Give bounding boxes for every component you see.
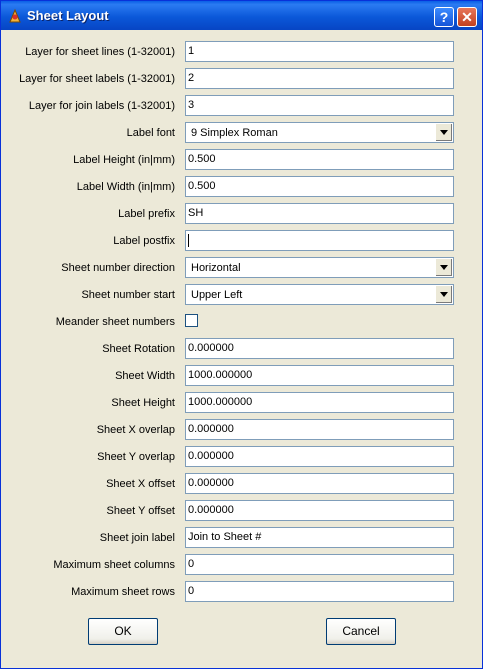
label-height-input[interactable]: 0.500 bbox=[185, 149, 454, 170]
join-labels-layer-input[interactable]: 3 bbox=[185, 95, 454, 116]
sheet-y-overlap-input[interactable]: 0.000000 bbox=[185, 446, 454, 467]
sheet-labels-layer-input[interactable]: 2 bbox=[185, 68, 454, 89]
label-postfix-label: Label postfix bbox=[113, 235, 175, 247]
ok-button[interactable]: OK bbox=[88, 618, 158, 645]
sheet-number-start-label: Sheet number start bbox=[81, 289, 175, 301]
row-label-height bbox=[1, 149, 482, 173]
label-font-label: Label font bbox=[126, 127, 175, 139]
row-sheet-width bbox=[1, 365, 482, 389]
chevron-down-icon[interactable] bbox=[435, 124, 452, 141]
meander-sheet-numbers-checkbox[interactable] bbox=[185, 314, 198, 327]
row-sheet-x-overlap bbox=[1, 419, 482, 443]
row-label-font bbox=[1, 122, 482, 146]
title-bar[interactable] bbox=[1, 1, 482, 30]
sheet-height-input[interactable]: 1000.000000 bbox=[185, 392, 454, 413]
sheet-width-input[interactable]: 1000.000000 bbox=[185, 365, 454, 386]
sheet-number-direction-label: Sheet number direction bbox=[61, 262, 175, 274]
sheet-x-overlap-label: Sheet X overlap bbox=[96, 424, 175, 436]
label-prefix-input[interactable]: SH bbox=[185, 203, 454, 224]
max-sheet-rows-input[interactable]: 0 bbox=[185, 581, 454, 602]
text-caret bbox=[188, 234, 189, 247]
sheet-y-overlap-label: Sheet Y overlap bbox=[97, 451, 175, 463]
sheet-y-offset-label: Sheet Y offset bbox=[106, 505, 175, 517]
sheet-join-label-label: Sheet join label bbox=[99, 532, 175, 544]
row-sheet-x-offset bbox=[1, 473, 482, 497]
chevron-down-icon[interactable] bbox=[435, 259, 452, 276]
row-max-sheet-columns bbox=[1, 554, 482, 578]
max-sheet-rows-label: Maximum sheet rows bbox=[71, 586, 175, 598]
window-title: Sheet Layout bbox=[27, 8, 109, 23]
help-button[interactable]: ? bbox=[434, 7, 454, 27]
row-label-width bbox=[1, 176, 482, 200]
row-label-postfix bbox=[1, 230, 482, 254]
chevron-down-icon[interactable] bbox=[435, 286, 452, 303]
row-sheet-y-offset bbox=[1, 500, 482, 524]
row-sheet-number-direction bbox=[1, 257, 482, 281]
row-max-sheet-rows bbox=[1, 581, 482, 605]
sheet-rotation-label: Sheet Rotation bbox=[102, 343, 175, 355]
sheet-height-label: Sheet Height bbox=[111, 397, 175, 409]
sheet-rotation-input[interactable]: 0.000000 bbox=[185, 338, 454, 359]
sheet-number-start-select[interactable] bbox=[185, 284, 454, 305]
row-sheet-rotation bbox=[1, 338, 482, 362]
row-sheet-height bbox=[1, 392, 482, 416]
sheet-number-direction-value: Horizontal bbox=[191, 262, 241, 274]
label-height-label: Label Height (in|mm) bbox=[73, 154, 175, 166]
row-meander-sheet-numbers bbox=[1, 311, 482, 335]
label-postfix-input[interactable] bbox=[185, 230, 454, 251]
sheet-x-offset-label: Sheet X offset bbox=[106, 478, 175, 490]
close-button[interactable]: ✕ bbox=[457, 7, 477, 27]
row-label-prefix bbox=[1, 203, 482, 227]
meander-sheet-numbers-label: Meander sheet numbers bbox=[55, 316, 175, 328]
sheet-x-offset-input[interactable]: 0.000000 bbox=[185, 473, 454, 494]
row-join-labels-layer bbox=[1, 95, 482, 119]
sheet-width-label: Sheet Width bbox=[115, 370, 175, 382]
join-labels-layer-label: Layer for join labels (1-32001) bbox=[28, 100, 175, 112]
sheet-number-start-value: Upper Left bbox=[191, 289, 243, 301]
label-width-label: Label Width (in|mm) bbox=[76, 181, 175, 193]
label-font-select[interactable] bbox=[185, 122, 454, 143]
sheet-lines-layer-input[interactable]: 1 bbox=[185, 41, 454, 62]
row-sheet-join-label bbox=[1, 527, 482, 551]
label-width-input[interactable]: 0.500 bbox=[185, 176, 454, 197]
row-sheet-number-start bbox=[1, 284, 482, 308]
label-font-value: 9 Simplex Roman bbox=[191, 127, 278, 139]
label-prefix-label: Label prefix bbox=[118, 208, 175, 220]
sheet-join-label-input[interactable]: Join to Sheet # bbox=[185, 527, 454, 548]
sheet-y-offset-input[interactable]: 0.000000 bbox=[185, 500, 454, 521]
sheet-lines-layer-label: Layer for sheet lines (1-32001) bbox=[25, 46, 175, 58]
max-sheet-columns-input[interactable]: 0 bbox=[185, 554, 454, 575]
sheet-labels-layer-label: Layer for sheet labels (1-32001) bbox=[19, 73, 175, 85]
app-icon bbox=[7, 8, 23, 24]
row-sheet-lines-layer bbox=[1, 41, 482, 65]
max-sheet-columns-label: Maximum sheet columns bbox=[53, 559, 175, 571]
row-sheet-y-overlap bbox=[1, 446, 482, 470]
sheet-number-direction-select[interactable] bbox=[185, 257, 454, 278]
row-sheet-labels-layer bbox=[1, 68, 482, 92]
cancel-button[interactable]: Cancel bbox=[326, 618, 396, 645]
sheet-x-overlap-input[interactable]: 0.000000 bbox=[185, 419, 454, 440]
